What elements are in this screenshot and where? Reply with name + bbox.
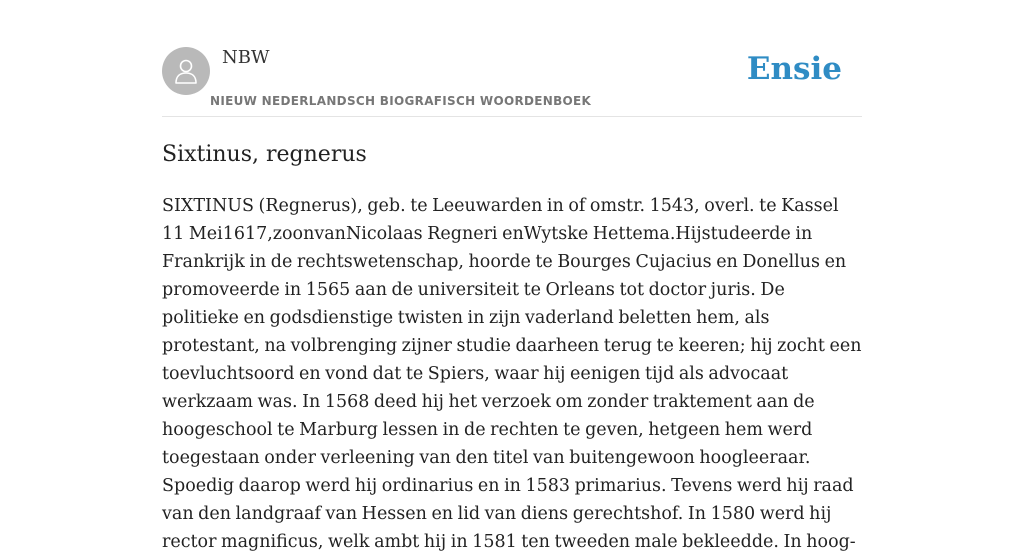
- article-body: SIXTINUS (Regnerus), geb. te Leeuwarden in of omstr. 1543, overl. te Kassel 11 Mei1617,zoonvanNicolaas Regneri enWytske Hettema.Hijstudeerde in Frankrijk in de rechtswetenschap, hoorde te Bourges Cujacius en Donellus en promoveerde in 1565 aan de universiteit te Orleans tot doctor juris. De politieke en godsdienstige twisten in zijn vaderland beletten hem, als protestant, na volbrenging zijner studie daarheen terug te keeren; hij zocht een toevluchtsoord en vond dat te Spiers, waar hij eenigen tijd als advocaat werkzaam was. In 1568 deed hij het verzoek om zonder traktement aan de hoogeschool te Marburg lessen in de rechten te geven, hetgeen hem werd toegestaan onder verleening van den titel van buitengewoon hoogleeraar. Spoedig daarop werd hij ordinarius en in 1583 primarius. Tevens werd hij raad van den landgraaf van Hessen en lid van diens gerechtshof. In 1580 werd hij rector magnificus, welk ambt hij in 1581 ten tweeden male bekleedde. In hoog-: [162, 196, 862, 552]
- ensie-logo[interactable]: Ensie: [746, 51, 842, 87]
- source-subtitle: NIEUW NEDERLANDSCH BIOGRAFISCH WOORDENBOEK: [210, 94, 592, 108]
- user-icon: [171, 56, 201, 86]
- article-title: Sixtinus, regnerus: [162, 142, 367, 167]
- source-avatar[interactable]: [162, 47, 210, 95]
- source-header: [162, 0, 862, 117]
- source-name[interactable]: NBW: [222, 47, 270, 68]
